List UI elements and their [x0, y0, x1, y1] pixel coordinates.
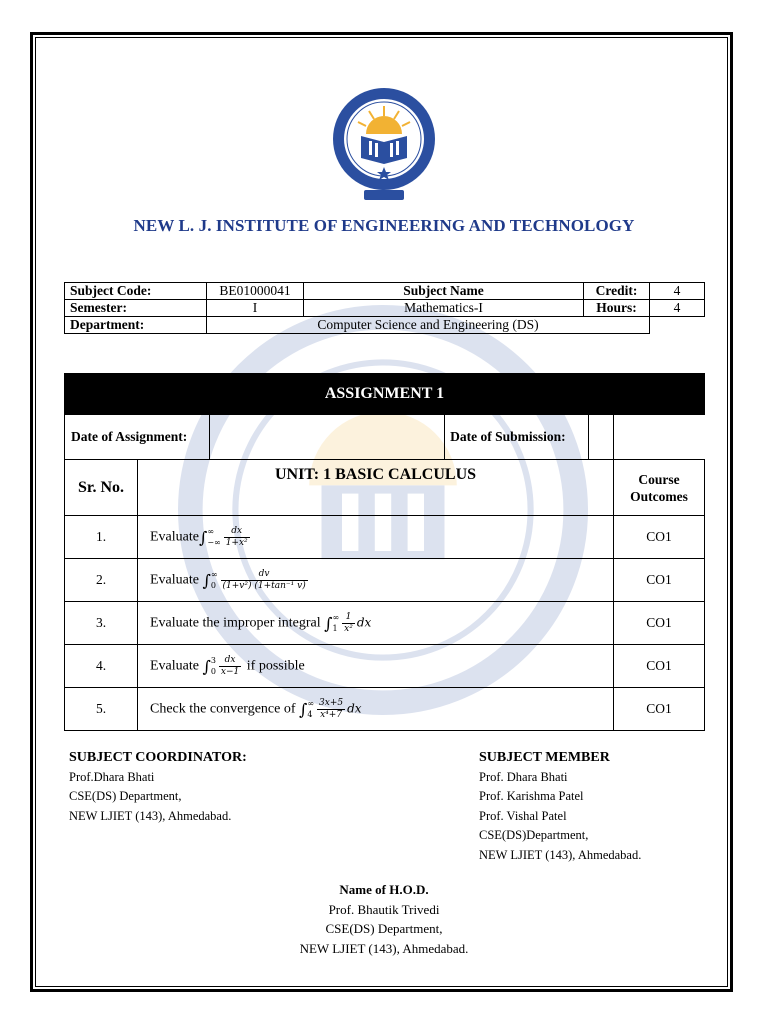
sr-no-header: Sr. No. [65, 460, 138, 516]
assignment-table [64, 373, 705, 731]
question-4-sr: 4. [65, 645, 138, 688]
question-2-text: Evaluate [150, 572, 199, 588]
assignment-title: ASSIGNMENT 1 [65, 374, 705, 415]
question-1-text: Evaluate [150, 529, 199, 545]
subject-code-label: Subject Code: [65, 283, 207, 300]
subject-coordinator-block [69, 748, 247, 826]
member-line: Prof. Karishma Patel [479, 789, 584, 803]
coordinator-line: Prof.Dhara Bhati [69, 769, 155, 784]
question-4-co: CO1 [614, 645, 705, 688]
hod-title: Name of H.O.D. [339, 882, 429, 897]
department-value: Computer Science and Engineering (DS) [207, 317, 650, 334]
question-4-text: Evaluate [150, 658, 199, 674]
question-2: Evaluate ∫ ∞ 0 $\frac{dv}{\text{(1+v²) (1+tan⁻¹ v)}}$ [138, 559, 614, 602]
subject-member-title: SUBJECT MEMBER [479, 750, 610, 765]
credit-label: Credit: [584, 283, 650, 300]
question-5-sr: 5. [65, 688, 138, 731]
hours-label: Hours: [584, 300, 650, 317]
question-3-sr: 3. [65, 602, 138, 645]
member-line: NEW LJIET (143), Ahmedabad. [479, 847, 642, 862]
coordinator-line: NEW LJIET (143), Ahmedabad. [69, 808, 232, 823]
department-label: Department: [65, 317, 207, 334]
question-1-co: CO1 [614, 516, 705, 559]
question-1: Evaluate∫ ∞ −∞ $\frac{dx}{\text{1+x²}}$ [138, 516, 614, 559]
subject-name-label: Subject Name [304, 283, 584, 300]
question-4-suffix: if possible [246, 658, 305, 674]
question-5-text: Check the convergence of [150, 701, 296, 717]
subject-name-value: Mathematics-I [304, 300, 584, 317]
hod-line: NEW LJIET (143), Ahmedabad. [299, 940, 469, 956]
hod-block [0, 880, 768, 958]
question-2-sr: 2. [65, 559, 138, 602]
date-of-assignment-value [210, 415, 445, 459]
date-of-submission-label: Date of Submission: [445, 415, 589, 459]
member-line: Prof. Vishal Patel [479, 808, 567, 823]
question-5-co: CO1 [614, 688, 705, 731]
credit-value: 4 [650, 283, 705, 300]
hod-line: CSE(DS) Department, [325, 921, 443, 936]
hod-line: Prof. Bhautik Trivedi [328, 901, 440, 917]
question-1-sr: 1. [65, 516, 138, 559]
date-of-submission-value [589, 415, 613, 459]
member-line: Prof. Dhara Bhati [479, 769, 568, 784]
course-outcomes-header: Course Outcomes [614, 460, 705, 516]
member-line: CSE(DS)Department, [479, 828, 589, 842]
subject-info-table [64, 282, 705, 334]
institute-name: NEW L. J. INSTITUTE OF ENGINEERING AND TECHNOLOGY [133, 216, 635, 235]
subject-coordinator-title: SUBJECT COORDINATOR: [69, 750, 247, 765]
date-of-assignment-label: Date of Assignment: [65, 415, 210, 460]
coordinator-line: CSE(DS) Department, [69, 789, 182, 803]
unit-header: UNIT: 1 BASIC CALCULUS [138, 460, 614, 516]
semester-label: Semester: [65, 300, 207, 317]
question-2-co: CO1 [614, 559, 705, 602]
question-3-co: CO1 [614, 602, 705, 645]
question-5: Check the convergence of ∫ ∞ 4 $\frac{3x+5}{\text{x⁴+7}}$ dx [138, 688, 614, 731]
question-3-text: Evaluate the improper integral [150, 615, 321, 631]
subject-member-block [479, 748, 641, 865]
subject-code-value: BE01000041 [207, 283, 304, 300]
semester-value: I [207, 300, 304, 317]
question-4: Evaluate ∫ 3 0 $\frac{dx}{x-1}$ if possible [138, 645, 614, 688]
question-3: Evaluate the improper integral ∫ ∞ 1 $\frac{1}{\text{x²}}$ dx [138, 602, 614, 645]
hours-value: 4 [650, 300, 705, 317]
institute-logo [331, 86, 437, 206]
